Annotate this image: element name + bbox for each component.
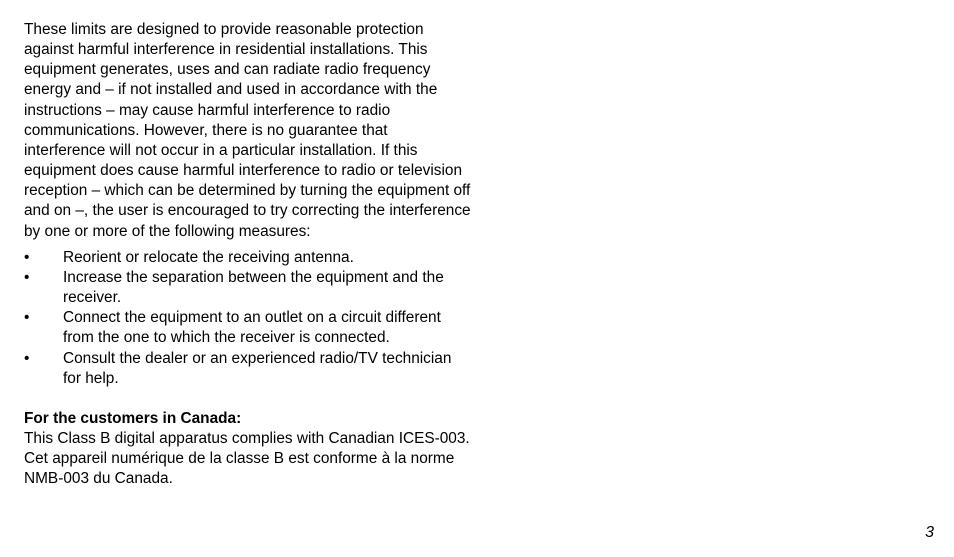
- page-number: 3: [925, 524, 934, 541]
- canada-paragraph: This Class B digital apparatus complies with Canadian ICES-003. Cet appareil numérique de la classe B est conforme à la norme NMB-003 du Canada.: [24, 429, 470, 488]
- text-column: [24, 20, 472, 489]
- list-item: [24, 308, 472, 348]
- list-item: [24, 268, 472, 308]
- measure-text: Increase the separation between the equipment and the receiver.: [63, 268, 444, 307]
- measure-text: Consult the dealer or an experienced radio/TV technician for help.: [63, 349, 452, 387]
- bullet-icon: •: [24, 309, 30, 327]
- list-item: [24, 349, 472, 389]
- intro-paragraph: These limits are designed to provide reasonable protection against harmful interference in residential installations. This equipment generates, uses and can radiate radio frequency energy and – if not installed and used in accordance with the instructions – may cause harmful interference to radio communications. However, there is no guarantee that interference will not occur in a particular installation. If this equipment does cause harmful interference to radio or television reception – which can be determined by turning the equipment off and on –, the user is encouraged to try correcting the interference by one or more of the following measures:: [24, 21, 471, 240]
- measure-text: Connect the equipment to an outlet on a circuit different from the one to which the receiver is connected.: [63, 309, 441, 347]
- measures-list: [24, 248, 472, 389]
- bullet-icon: •: [24, 268, 30, 286]
- list-item: [24, 248, 472, 268]
- bullet-icon: •: [24, 349, 30, 367]
- measure-text: Reorient or relocate the receiving antenna.: [63, 248, 354, 266]
- canada-heading: For the customers in Canada:: [24, 409, 242, 427]
- bullet-icon: •: [24, 248, 30, 266]
